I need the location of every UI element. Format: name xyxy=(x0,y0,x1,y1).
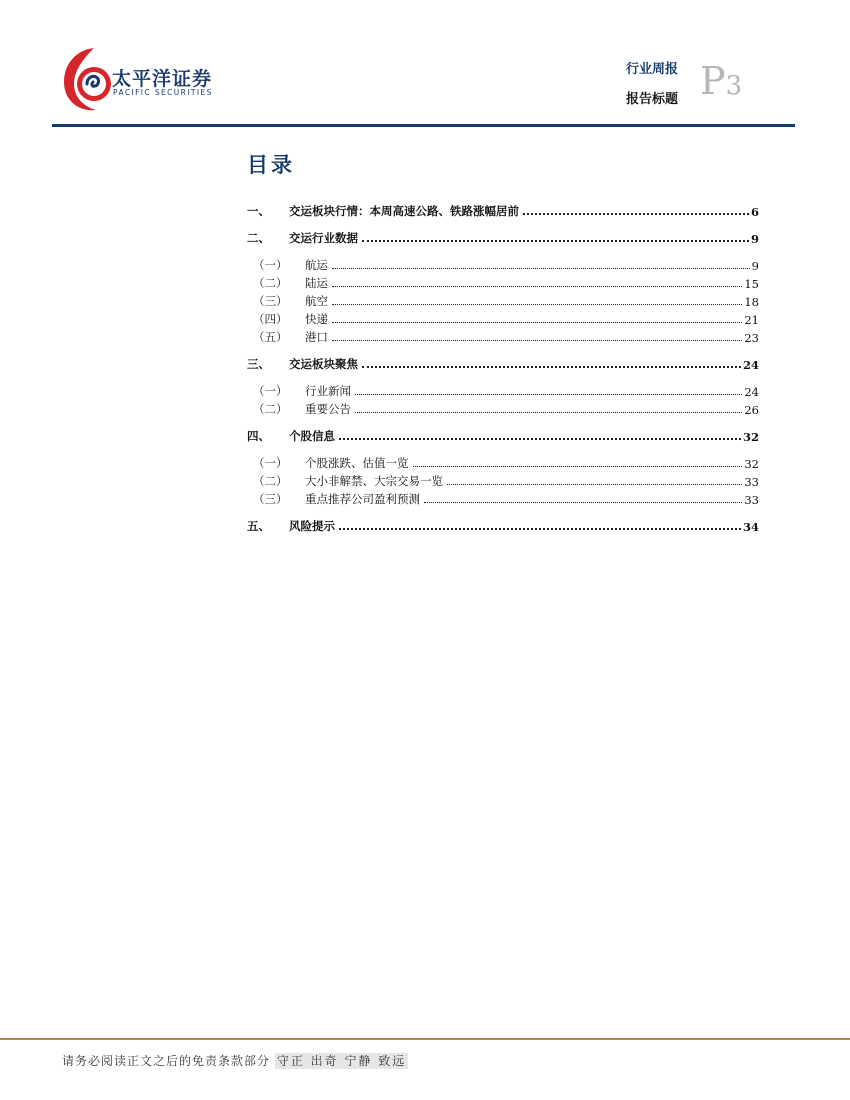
company-logo xyxy=(60,44,240,114)
toc-leader-dots xyxy=(332,267,750,269)
toc-entry[interactable] xyxy=(247,354,759,372)
toc-entry-title: 交运板块行情：本周高速公路、铁路涨幅居前 xyxy=(289,204,519,218)
toc-entry-page: 9 xyxy=(750,232,759,246)
toc-entry[interactable] xyxy=(247,309,759,327)
toc-entry-number: 三、 xyxy=(247,357,270,371)
toc-entry-page: 34 xyxy=(742,520,759,534)
toc-leader-dots xyxy=(523,212,749,215)
page-number: 3 xyxy=(725,71,743,101)
footer-disclaimer: 请务必阅读正文之后的免责条款部分 xyxy=(62,1054,271,1068)
toc-entry[interactable] xyxy=(247,516,759,534)
toc-entry-page: 15 xyxy=(744,277,759,291)
toc-entry[interactable] xyxy=(247,228,759,246)
toc-entry-page: 33 xyxy=(744,475,759,489)
toc-spacer xyxy=(247,219,759,228)
toc-spacer xyxy=(247,246,759,255)
toc-entry[interactable] xyxy=(247,273,759,291)
toc-spacer xyxy=(247,372,759,381)
toc-entry-title: 港口 xyxy=(305,330,328,344)
toc-leader-dots xyxy=(355,393,742,395)
toc-leader-dots xyxy=(332,321,742,323)
toc-spacer xyxy=(247,417,759,426)
toc-leader-dots xyxy=(332,285,742,287)
toc-entry-page: 24 xyxy=(744,385,759,399)
toc-entry-title: 个股涨跌、估值一览 xyxy=(305,456,409,470)
toc-spacer xyxy=(247,345,759,354)
toc-leader-dots xyxy=(362,365,741,368)
toc-leader-dots xyxy=(339,527,741,530)
toc-entry-page: 6 xyxy=(750,205,759,219)
page-indicator xyxy=(700,59,743,103)
footer-divider xyxy=(0,1038,850,1040)
toc-entry-page: 33 xyxy=(744,493,759,507)
header-divider xyxy=(52,124,795,127)
toc-entry[interactable] xyxy=(247,381,759,399)
toc-entry[interactable] xyxy=(247,426,759,444)
toc-entry-number: （二） xyxy=(253,276,288,290)
toc-leader-dots xyxy=(332,303,742,305)
report-subtitle: 报告标题 xyxy=(626,92,679,107)
brand-name-en: PACIFIC SECURITIES xyxy=(113,88,213,97)
toc-entry-number: （二） xyxy=(253,474,288,488)
toc-title: 目录 xyxy=(247,152,295,177)
toc-entry-title: 大小非解禁、大宗交易一览 xyxy=(305,474,443,488)
toc-entry-number: （三） xyxy=(253,492,288,506)
toc-entry[interactable] xyxy=(247,255,759,273)
toc-entry[interactable] xyxy=(247,453,759,471)
logo-mark-icon xyxy=(60,44,116,116)
toc-entry-page: 9 xyxy=(751,259,759,273)
toc-entry-number: （一） xyxy=(253,384,288,398)
toc-entry-title: 交运行业数据 xyxy=(289,231,358,245)
toc-entry-number: 一、 xyxy=(247,204,270,218)
toc-entry[interactable] xyxy=(247,471,759,489)
toc-entry-page: 24 xyxy=(742,358,759,372)
toc-entry-page: 18 xyxy=(744,295,759,309)
brand-name-cn: 太平洋证券 xyxy=(112,68,213,90)
toc-entry[interactable] xyxy=(247,399,759,417)
toc-entry-title: 快递 xyxy=(305,312,328,326)
toc-leader-dots xyxy=(332,339,742,341)
toc-entry-title: 风险提示 xyxy=(289,519,335,533)
toc-entry-title: 航空 xyxy=(305,294,328,308)
page-header xyxy=(0,0,850,130)
toc-entry-page: 32 xyxy=(742,430,759,444)
toc-entry-title: 交运板块聚焦 xyxy=(289,357,358,371)
toc-entry-title: 航运 xyxy=(305,258,328,272)
toc-entry-title: 陆运 xyxy=(305,276,328,290)
toc-entry-number: （一） xyxy=(253,258,288,272)
toc-leader-dots xyxy=(339,437,741,440)
toc-spacer xyxy=(247,444,759,453)
toc-entry-page: 23 xyxy=(744,331,759,345)
table-of-contents xyxy=(247,201,759,534)
toc-entry-title: 重要公告 xyxy=(305,402,351,416)
toc-leader-dots xyxy=(362,239,749,242)
toc-entry[interactable] xyxy=(247,291,759,309)
toc-entry-number: （一） xyxy=(253,456,288,470)
toc-entry[interactable] xyxy=(247,327,759,345)
toc-entry-number: 二、 xyxy=(247,231,270,245)
toc-entry-title: 个股信息 xyxy=(289,429,335,443)
report-type: 行业周报 xyxy=(626,62,679,77)
toc-entry[interactable] xyxy=(247,201,759,219)
toc-entry-title: 重点推荐公司盈利预测 xyxy=(305,492,420,506)
toc-spacer xyxy=(247,507,759,516)
toc-leader-dots xyxy=(355,411,742,413)
toc-entry-number: 四、 xyxy=(247,429,270,443)
toc-entry-number: （三） xyxy=(253,294,288,308)
toc-entry-page: 32 xyxy=(744,457,759,471)
toc-leader-dots xyxy=(447,483,742,485)
footer-motto: 守正 出奇 宁静 致远 xyxy=(276,1054,407,1068)
toc-leader-dots xyxy=(424,501,742,503)
toc-entry-number: （五） xyxy=(253,330,288,344)
toc-leader-dots xyxy=(413,465,743,467)
toc-entry-page: 26 xyxy=(744,403,759,417)
toc-entry-number: 五、 xyxy=(247,519,270,533)
page-footer xyxy=(62,1052,408,1069)
toc-entry-number: （四） xyxy=(253,312,288,326)
toc-entry-title: 行业新闻 xyxy=(305,384,351,398)
toc-entry-number: （二） xyxy=(253,402,288,416)
toc-entry-page: 21 xyxy=(744,313,759,327)
page-letter: P xyxy=(700,59,726,103)
toc-entry[interactable] xyxy=(247,489,759,507)
